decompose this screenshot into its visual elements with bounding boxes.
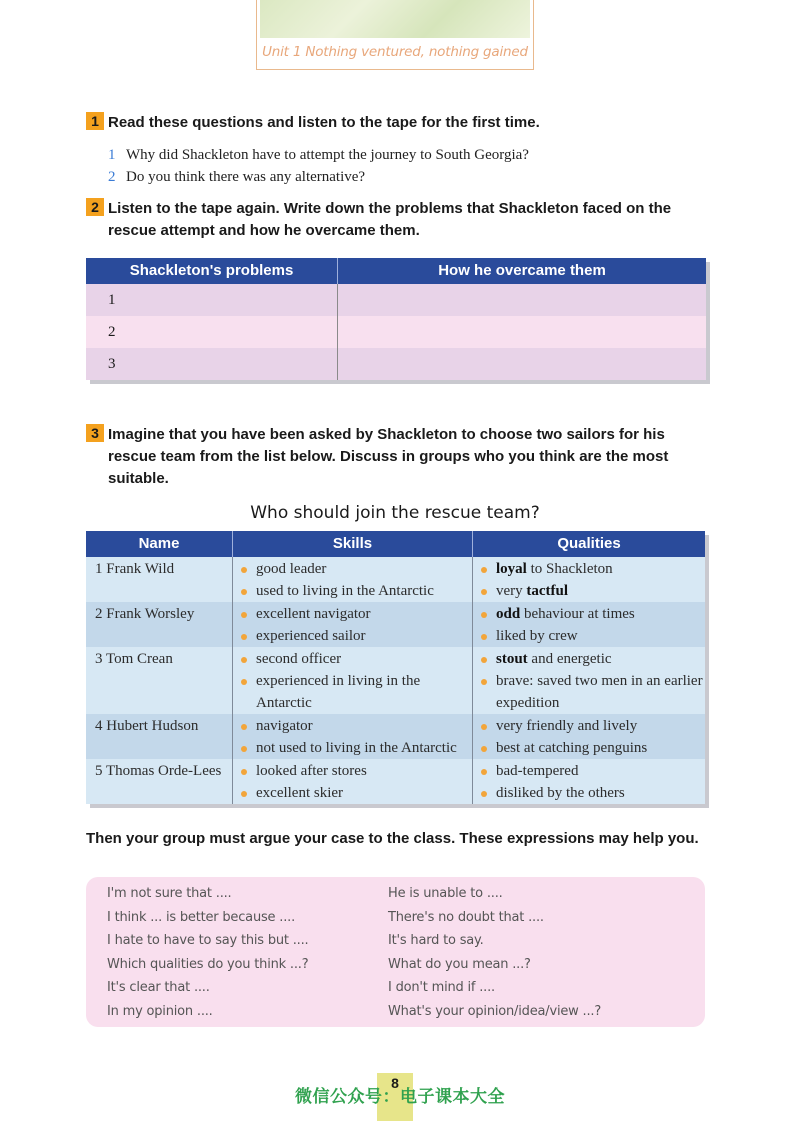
task-3-heading: 3 Imagine that you have been asked by Shackleton to choose two sailors for his rescue team from the list below. Discuss in groups who you think are the most suitable. [86, 424, 716, 490]
sailor-name: 4 Hubert Hudson [86, 714, 233, 759]
table-row [86, 602, 705, 647]
question-item: 2 Do you think there was any alternative? [108, 169, 366, 185]
task-3-badge: 3 [86, 424, 104, 442]
page-number: 8 [377, 1073, 413, 1121]
answer-cell[interactable] [338, 348, 706, 380]
task-2-badge: 2 [86, 198, 104, 216]
skill-item: navigator [233, 715, 472, 737]
bullet-icon [241, 769, 247, 775]
answer-cell[interactable] [338, 316, 706, 348]
skills-cell [233, 759, 473, 804]
expression-item: I think ... is better because .... [107, 909, 296, 925]
bullet-icon [241, 724, 247, 730]
quality-item: liked by crew [473, 625, 705, 647]
table-row [86, 647, 705, 714]
bullet-icon [481, 679, 487, 685]
expressions-box [86, 877, 705, 1027]
sailor-name: 2 Frank Worsley [86, 602, 233, 647]
skill-item: experienced sailor [233, 625, 472, 647]
bullet-icon [241, 634, 247, 640]
skill-item: Antarctic [256, 695, 312, 711]
skills-cell [233, 557, 473, 602]
follow-up-instruction: Then your group must argue your case to the class. These expressions may help you. [86, 830, 699, 847]
expression-item: I don't mind if .... [388, 980, 495, 996]
rescue-table-header [86, 531, 705, 557]
quality-item: bad-tempered [473, 760, 705, 782]
unit-caption: Unit 1 Nothing ventured, nothing gained [262, 44, 528, 60]
quality-item: very friendly and lively [473, 715, 705, 737]
expression-item: Which qualities do you think ...? [107, 956, 309, 972]
qualities-cell [473, 557, 705, 602]
bullet-icon [241, 679, 247, 685]
skill-item: excellent skier [233, 782, 472, 804]
answer-cell[interactable] [338, 284, 706, 316]
column-header-skills: Skills [233, 531, 473, 557]
rescue-table-title: Who should join the rescue team? [250, 503, 540, 523]
expression-item: It's clear that .... [107, 980, 210, 996]
bullet-icon [241, 589, 247, 595]
quality-item: loyal to Shackleton [473, 558, 705, 580]
column-header-overcame: How he overcame them [438, 262, 606, 279]
table-row: 1 [86, 284, 706, 316]
skills-cell [233, 647, 473, 714]
banner-image [260, 0, 530, 38]
expressions-left-column [107, 882, 308, 1024]
skill-item: second officer [233, 648, 472, 670]
bullet-icon [241, 567, 247, 573]
column-header-problems: Shackleton's problems [86, 258, 338, 284]
skill-item: used to living in the Antarctic [233, 580, 472, 602]
bullet-icon [481, 612, 487, 618]
skill-item: looked after stores [233, 760, 472, 782]
quality-item: disliked by the others [473, 782, 705, 804]
task-1-questions [108, 144, 529, 188]
bullet-icon [481, 657, 487, 663]
bullet-icon [241, 791, 247, 797]
expression-item: There's no doubt that .... [388, 909, 544, 925]
skills-cell [233, 602, 473, 647]
table-row: 3 [86, 348, 706, 380]
unit-banner [256, 0, 534, 70]
task-1-heading [86, 112, 716, 134]
quality-item: best at catching penguins [473, 737, 705, 759]
bullet-icon [481, 589, 487, 595]
column-header-name: Name [86, 531, 233, 557]
skill-item: not used to living in the Antarctic [233, 737, 472, 759]
qualities-cell [473, 647, 705, 714]
problems-table-header [86, 258, 706, 284]
bullet-icon [481, 791, 487, 797]
watermark: 微信公众号：电子课本大全 [295, 1087, 505, 1107]
expression-item: It's hard to say. [388, 933, 484, 949]
table-row [86, 759, 705, 804]
skills-cell [233, 714, 473, 759]
problems-table [86, 258, 706, 380]
bullet-icon [481, 746, 487, 752]
expression-item: What do you mean ...? [388, 956, 531, 972]
expression-item: I hate to have to say this but .... [107, 933, 309, 949]
expression-item: In my opinion .... [107, 1003, 213, 1019]
task-2-heading: 2 Listen to the tape again. Write down the problems that Shackleton faced on the rescue attempt and how he overcame them. [86, 198, 716, 242]
expressions-right-column [388, 882, 601, 1024]
skill-item: excellent navigator [233, 603, 472, 625]
question-item: 1 Why did Shackleton have to attempt the journey to South Georgia? [108, 147, 529, 163]
bullet-icon [481, 567, 487, 573]
quality-item: brave: saved two men in an earlier [473, 670, 705, 692]
expression-item: I'm not sure that .... [107, 886, 232, 901]
skill-item: good leader [233, 558, 472, 580]
quality-item: very tactful [473, 580, 705, 602]
expression-item: What's your opinion/idea/view ...? [388, 1003, 602, 1019]
qualities-cell [473, 602, 705, 647]
quality-item: stout and energetic [473, 648, 705, 670]
skill-item: experienced in living in the [233, 670, 472, 692]
rescue-team-table [86, 531, 705, 804]
qualities-cell [473, 759, 705, 804]
bullet-icon [481, 634, 487, 640]
task-1-badge: 1 [86, 112, 104, 130]
sailor-name: 5 Thomas Orde-Lees [86, 759, 233, 804]
quality-item: expedition [496, 695, 560, 711]
bullet-icon [481, 769, 487, 775]
bullet-icon [241, 746, 247, 752]
sailor-name: 1 Frank Wild [86, 557, 233, 602]
table-row [86, 714, 705, 759]
table-row: 2 [86, 316, 706, 348]
qualities-cell [473, 714, 705, 759]
column-header-qualities: Qualities [557, 535, 621, 552]
bullet-icon [241, 612, 247, 618]
sailor-name: 3 Tom Crean [86, 647, 233, 714]
expression-item: He is unable to .... [388, 886, 503, 901]
bullet-icon [481, 724, 487, 730]
task-1-instruction: Read these questions and listen to the tape for the first time. [108, 114, 540, 131]
bullet-icon [241, 657, 247, 663]
table-row [86, 557, 705, 602]
quality-item: odd behaviour at times [473, 603, 705, 625]
